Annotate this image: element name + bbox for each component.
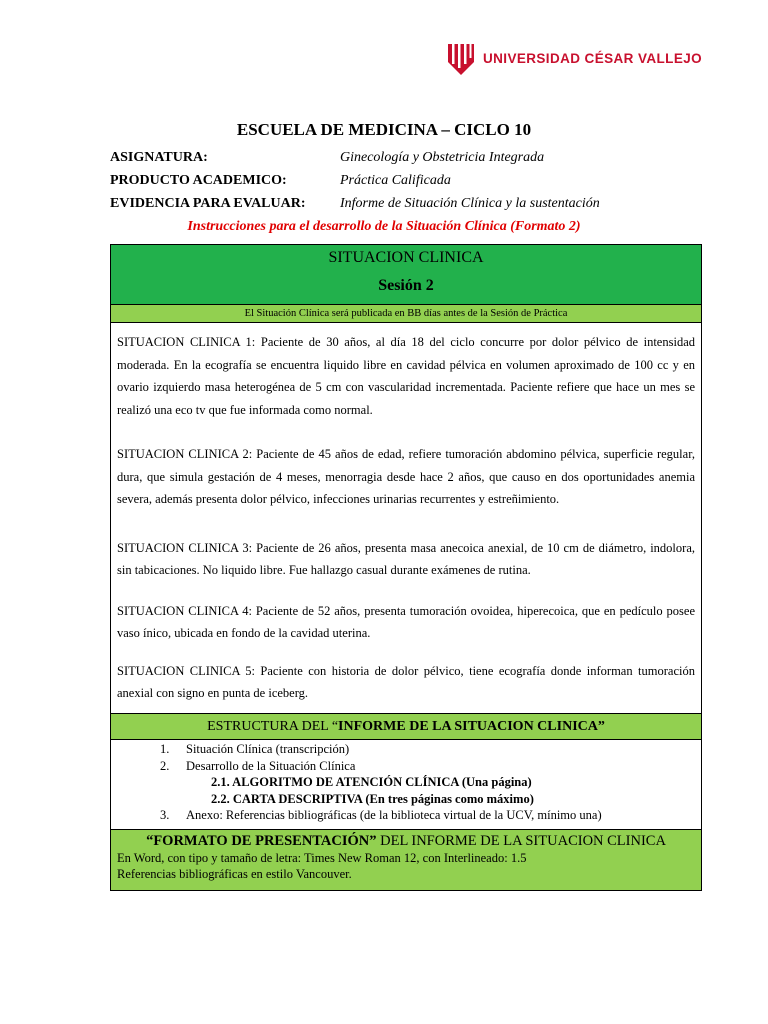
list-subtext: 2.2. CARTA DESCRIPTIVA (En tres páginas como máximo)	[211, 791, 534, 806]
session-label: Sesión 2	[378, 277, 434, 294]
case-item: SITUACION CLINICA 3: Paciente de 26 años, presenta masa anecoica anexial, de 10 cm de diámetro, indolora, sin tabicaciones. No liquido libre. Fue hallazgo casual durante exámenes de rutina.	[117, 540, 695, 577]
format-title-rest: DEL INFORME DE LA SITUACION CLINICA	[376, 833, 666, 849]
list-number: 3.	[160, 808, 170, 822]
meta-label: PRODUCTO ACADEMICO	[110, 173, 283, 188]
meta-label: EVIDENCIA PARA EVALUAR	[110, 196, 301, 211]
meta-value: Informe de Situación Clínica y la sustentación	[340, 196, 600, 211]
section-header	[111, 245, 701, 305]
list-subitem	[111, 774, 701, 791]
format-line: Referencias bibliográficas en estilo Vancouver.	[117, 867, 352, 881]
structure-header	[111, 714, 701, 740]
structure-title-prefix: ESTRUCTURA DEL “	[207, 719, 339, 734]
logo-text: UNIVERSIDAD CÉSAR VALLEJO	[483, 50, 703, 66]
list-item	[111, 807, 701, 824]
clinical-table	[110, 244, 702, 891]
meta-label: ASIGNATURA	[110, 150, 204, 165]
list-text: Situación Clínica (transcripción)	[186, 742, 350, 756]
list-item	[111, 741, 701, 758]
list-item	[111, 758, 701, 775]
section-title: SITUACION CLINICA	[328, 249, 484, 266]
case-item: SITUACION CLINICA 2: Paciente de 45 años de edad, refiere tumoración abdomino pélvica, superficie regular, dura, que simula gestación de 4 meses, menorragia desde hace 2 años, que causo en dos oportunidades anemia severa, además presenta dolor pélvico, infecciones urinarias recurrentes y estreñimiento.	[117, 447, 695, 506]
structure-title-bold: INFORME DE LA SITUACION CLINICA”	[338, 719, 605, 734]
meta-value: Práctica Calificada	[340, 173, 451, 188]
case-item: SITUACION CLINICA 1: Paciente de 30 años, al día 18 del ciclo concurre por dolor pélvico de intensidad moderada. En la ecografía se encuentra liquido libre en cavidad pélvica en volumen aproximado de 100 cc y en ovario izquierdo masa heterogénea de 5 cm con vascularidad incrementada. Paciente refiere que hace un mes se realizó una eco tv que fue informada como normal.	[117, 335, 695, 417]
case-item: SITUACION CLINICA 5: Paciente con historia de dolor pélvico, tiene ecografía donde informan tumoración anexial con signo en punta de iceberg.	[117, 663, 695, 700]
format-line: En Word, con tipo y tamaño de letra: Times New Roman 12, con Interlineado: 1.5	[117, 851, 527, 865]
format-title	[117, 832, 695, 850]
university-logo	[446, 38, 702, 78]
format-section	[111, 830, 701, 890]
format-title-bold: “FORMATO DE PRESENTACIÓN”	[146, 833, 377, 849]
list-number: 1.	[160, 742, 170, 756]
list-text: Desarrollo de la Situación Clínica	[186, 758, 356, 773]
list-subtext: 2.1. ALGORITMO DE ATENCIÓN CLÍNICA (Una página)	[211, 775, 532, 789]
list-text: Anexo: Referencias bibliográficas (de la biblioteca virtual de la UCV, mínimo una)	[186, 808, 602, 822]
list-subitem	[111, 791, 701, 808]
page-title: ESCUELA DE MEDICINA – CICLO 10	[236, 120, 532, 139]
structure-list	[111, 740, 701, 830]
ucv-shield-icon	[446, 40, 476, 76]
case-item: SITUACION CLINICA 4: Paciente de 52 años, presenta tumoración ovoidea, hiperecoica, que en pedículo posee vaso ínico, ubicada en fondo de la cavidad uterina.	[117, 603, 695, 640]
cases-list	[111, 323, 701, 714]
publication-note: El Situación Clínica será publicada en BB días antes de la Sesión de Práctica	[111, 305, 701, 323]
meta-value: Ginecología y Obstetricia Integrada	[340, 150, 545, 165]
instructions-heading: Instrucciones para el desarrollo de la Situación Clínica (Formato 2)	[187, 219, 581, 234]
list-number: 2.	[160, 758, 170, 773]
